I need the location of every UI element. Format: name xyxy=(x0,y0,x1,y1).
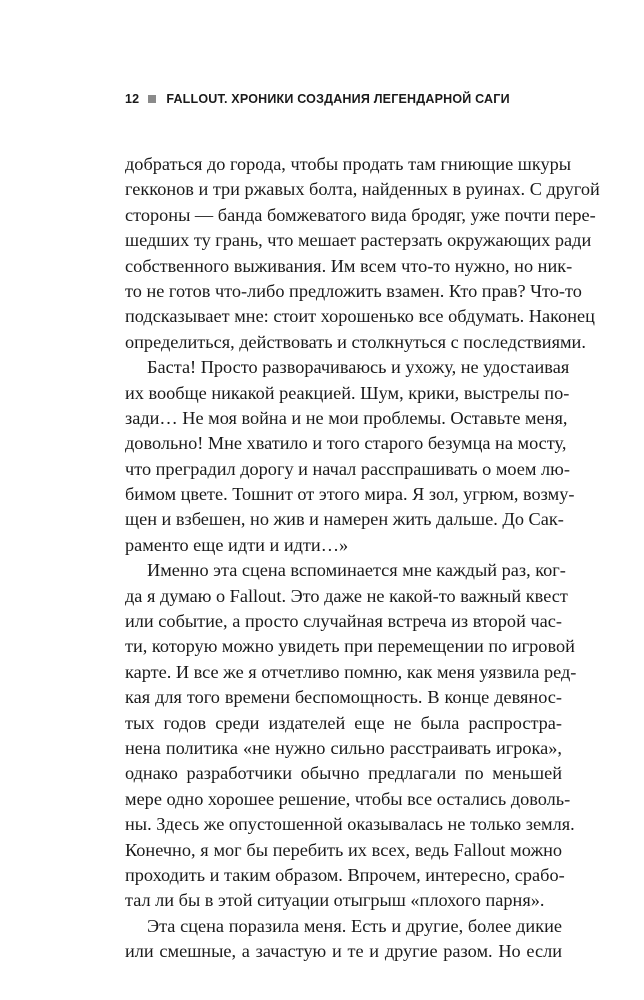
text-line: карте. И все же я отчетливо помню, как меня уязвила ред- xyxy=(125,661,577,682)
body-text xyxy=(125,152,600,965)
text-line: тых годов среди издателей еще не была распростра- xyxy=(125,712,562,733)
text-line: или событие, а просто случайная встреча из второй час- xyxy=(125,611,562,632)
text-line: тал ли бы в этой ситуации отыгрыш «плохого парня». xyxy=(125,890,545,911)
paragraph xyxy=(125,558,577,913)
text-line: подсказывает мне: стоит хорошенько все обдумать. Наконец xyxy=(125,306,595,327)
text-line: проходить и таким образом. Впрочем, интересно, срабо- xyxy=(125,864,565,885)
text-line: Эта сцена поразила меня. Есть и другие, более дикие xyxy=(147,915,562,936)
text-line: определиться, действовать и столкнуться с последствиями. xyxy=(125,331,586,352)
text-line: кая для того времени беспомощность. В конце девянос- xyxy=(125,687,562,708)
text-line: однако разработчики обычно предлагали по меньшей xyxy=(125,763,562,784)
text-line: Баста! Просто разворачиваюсь и ухожу, не удостаивая xyxy=(147,357,570,378)
text-line: раменто еще идти и идти…» xyxy=(125,534,349,555)
page-number: 12 xyxy=(125,92,140,106)
text-line: бимом цвете. Тошнит от этого мира. Я зол, угрюм, возму- xyxy=(125,484,575,505)
text-line: или смешные, а зачастую и те и другие разом. Но если xyxy=(125,941,562,962)
text-line: то не готов что-либо предложить взамен. Кто прав? Что-то xyxy=(125,280,582,301)
text-line: нена политика «не нужно сильно расстраивать игрока», xyxy=(125,737,562,758)
text-line: добраться до города, чтобы продать там гниющие шкуры xyxy=(125,154,572,174)
text-line: довольно! Мне хватило и того старого безумца на мосту, xyxy=(125,433,567,454)
text-line: ны. Здесь же опустошенной оказывалась не только земля. xyxy=(125,814,575,835)
paragraph xyxy=(125,355,575,558)
text-line: гекконов и три ржавых болта, найденных в руинах. С другой xyxy=(125,179,600,200)
text-line: Конечно, я мог бы перебить их всех, ведь Fallout можно xyxy=(125,839,562,860)
text-line: зади… Не моя война и не мои проблемы. Оставьте меня, xyxy=(125,407,568,428)
text-line: Именно эта сцена вспоминается мне каждый раз, ког- xyxy=(147,560,566,581)
square-bullet-icon xyxy=(148,95,156,103)
text-line: мере одно хорошее решение, чтобы все остались доволь- xyxy=(125,788,571,809)
running-header xyxy=(125,92,604,106)
text-line: ти, которую можно увидеть при перемещении по игровой xyxy=(125,636,575,657)
book-title: FALLOUT. ХРОНИКИ СОЗДАНИЯ ЛЕГЕНДАРНОЙ САГИ xyxy=(166,92,510,106)
text-line: шедших ту грань, что мешает растерзать окружающих ради xyxy=(125,230,592,251)
text-line: что преградил дорогу и начал расспрашивать о моем лю- xyxy=(125,458,570,479)
text-line: их вообще никакой реакцией. Шум, крики, выстрелы по- xyxy=(125,382,570,403)
text-line: стороны — банда бомжеватого вида бродяг, уже почти пере- xyxy=(125,204,596,225)
paragraph xyxy=(125,914,562,965)
text-line: щен и взбешен, но жив и намерен жить дальше. До Сак- xyxy=(125,509,564,530)
paragraph xyxy=(125,152,600,355)
text-line: собственного выживания. Им всем что-то нужно, но ник- xyxy=(125,255,573,276)
text-line: да я думаю о Fallout. Это даже не какой-то важный квест xyxy=(125,585,568,606)
